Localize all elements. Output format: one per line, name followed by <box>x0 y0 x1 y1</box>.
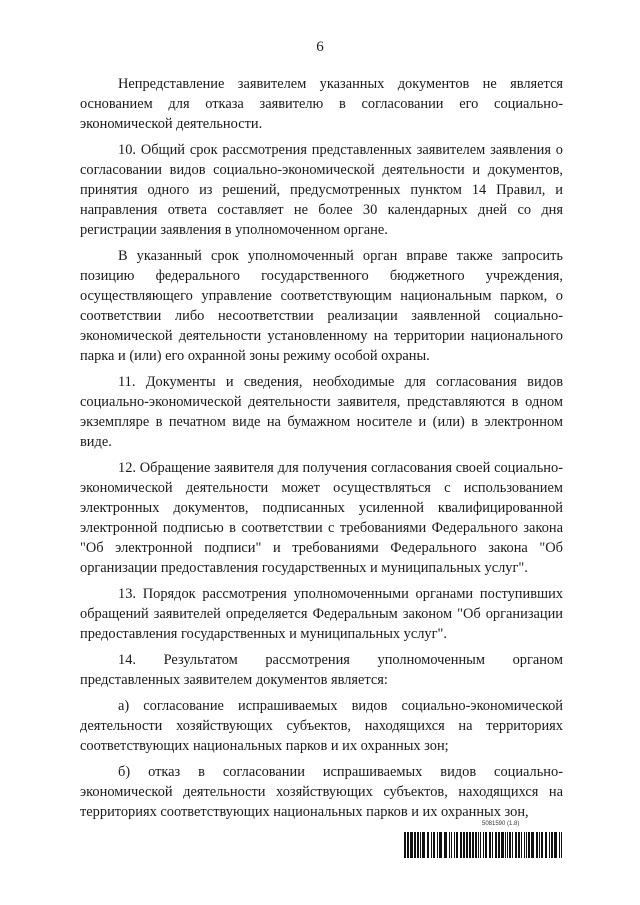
paragraph-nonsubmission: Непредставление заявителем указанных документов не является основанием для отказа заявителю в согласовании его социально-экономической деятельности. <box>80 76 563 132</box>
paragraph-10-continued: В указанный срок уполномоченный орган вправе также запросить позицию федерального государственного бюджетного учреждения, осуществляющего управление соответствующим национальным парком, о соответствии либо несоответствии реализации заявленной социально-экономической деятельности установленному на территории национального парка и (или) его охранной зоны режиму особой охраны. <box>80 248 563 364</box>
paragraph-10: 10. Общий срок рассмотрения представленных заявителем заявления о согласовании видов социально-экономической деятельности и документов, принятия одного из решений, предусмотренных пунктом 14 Правил, и направления ответа составляет не более 30 календарных дней со дня регистрации заявления в уполномоченном органе. <box>80 142 563 238</box>
paragraph-12: 12. Обращение заявителя для получения согласования своей социально-экономической деятельности может осуществляться с использованием электронных документов, подписанных усиленной квалифицированной электронной подписью в соответствии с требованиями Федерального закона "Об электронной подписи" и требованиями Федерального закона "Об организации предоставления государственных и муниципальных услуг". <box>80 460 563 576</box>
paragraph-14: 14. Результатом рассмотрения уполномоченным органом представленных заявителем документов является: <box>80 652 563 688</box>
paragraph-14-a: а) согласование испрашиваемых видов социально-экономической деятельности хозяйствующих субъектов, находящихся на территориях соответствующих национальных парков и их охранных зон; <box>80 698 563 754</box>
paragraph-11: 11. Документы и сведения, необходимые для согласования видов социально-экономической деятельности заявителя, представляются в одном экземпляре в печатном виде на бумажном носителе и (или) в электронном виде. <box>80 374 563 450</box>
page-number: 6 <box>316 39 324 55</box>
document-code: 5081590 (1.8) <box>482 821 520 827</box>
paragraph-14-b: б) отказ в согласовании испрашиваемых видов социально-экономической деятельности хозяйствующих субъектов, находящихся на территориях соответствующих национальных парков и их охранных зон, <box>80 764 563 820</box>
paragraph-13: 13. Порядок рассмотрения уполномоченными органами поступивших обращений заявителей определяется Федеральным законом "Об организации предоставления государственных и муниципальных услуг". <box>80 586 563 642</box>
barcode-icon <box>404 832 562 858</box>
document-body <box>80 74 563 822</box>
